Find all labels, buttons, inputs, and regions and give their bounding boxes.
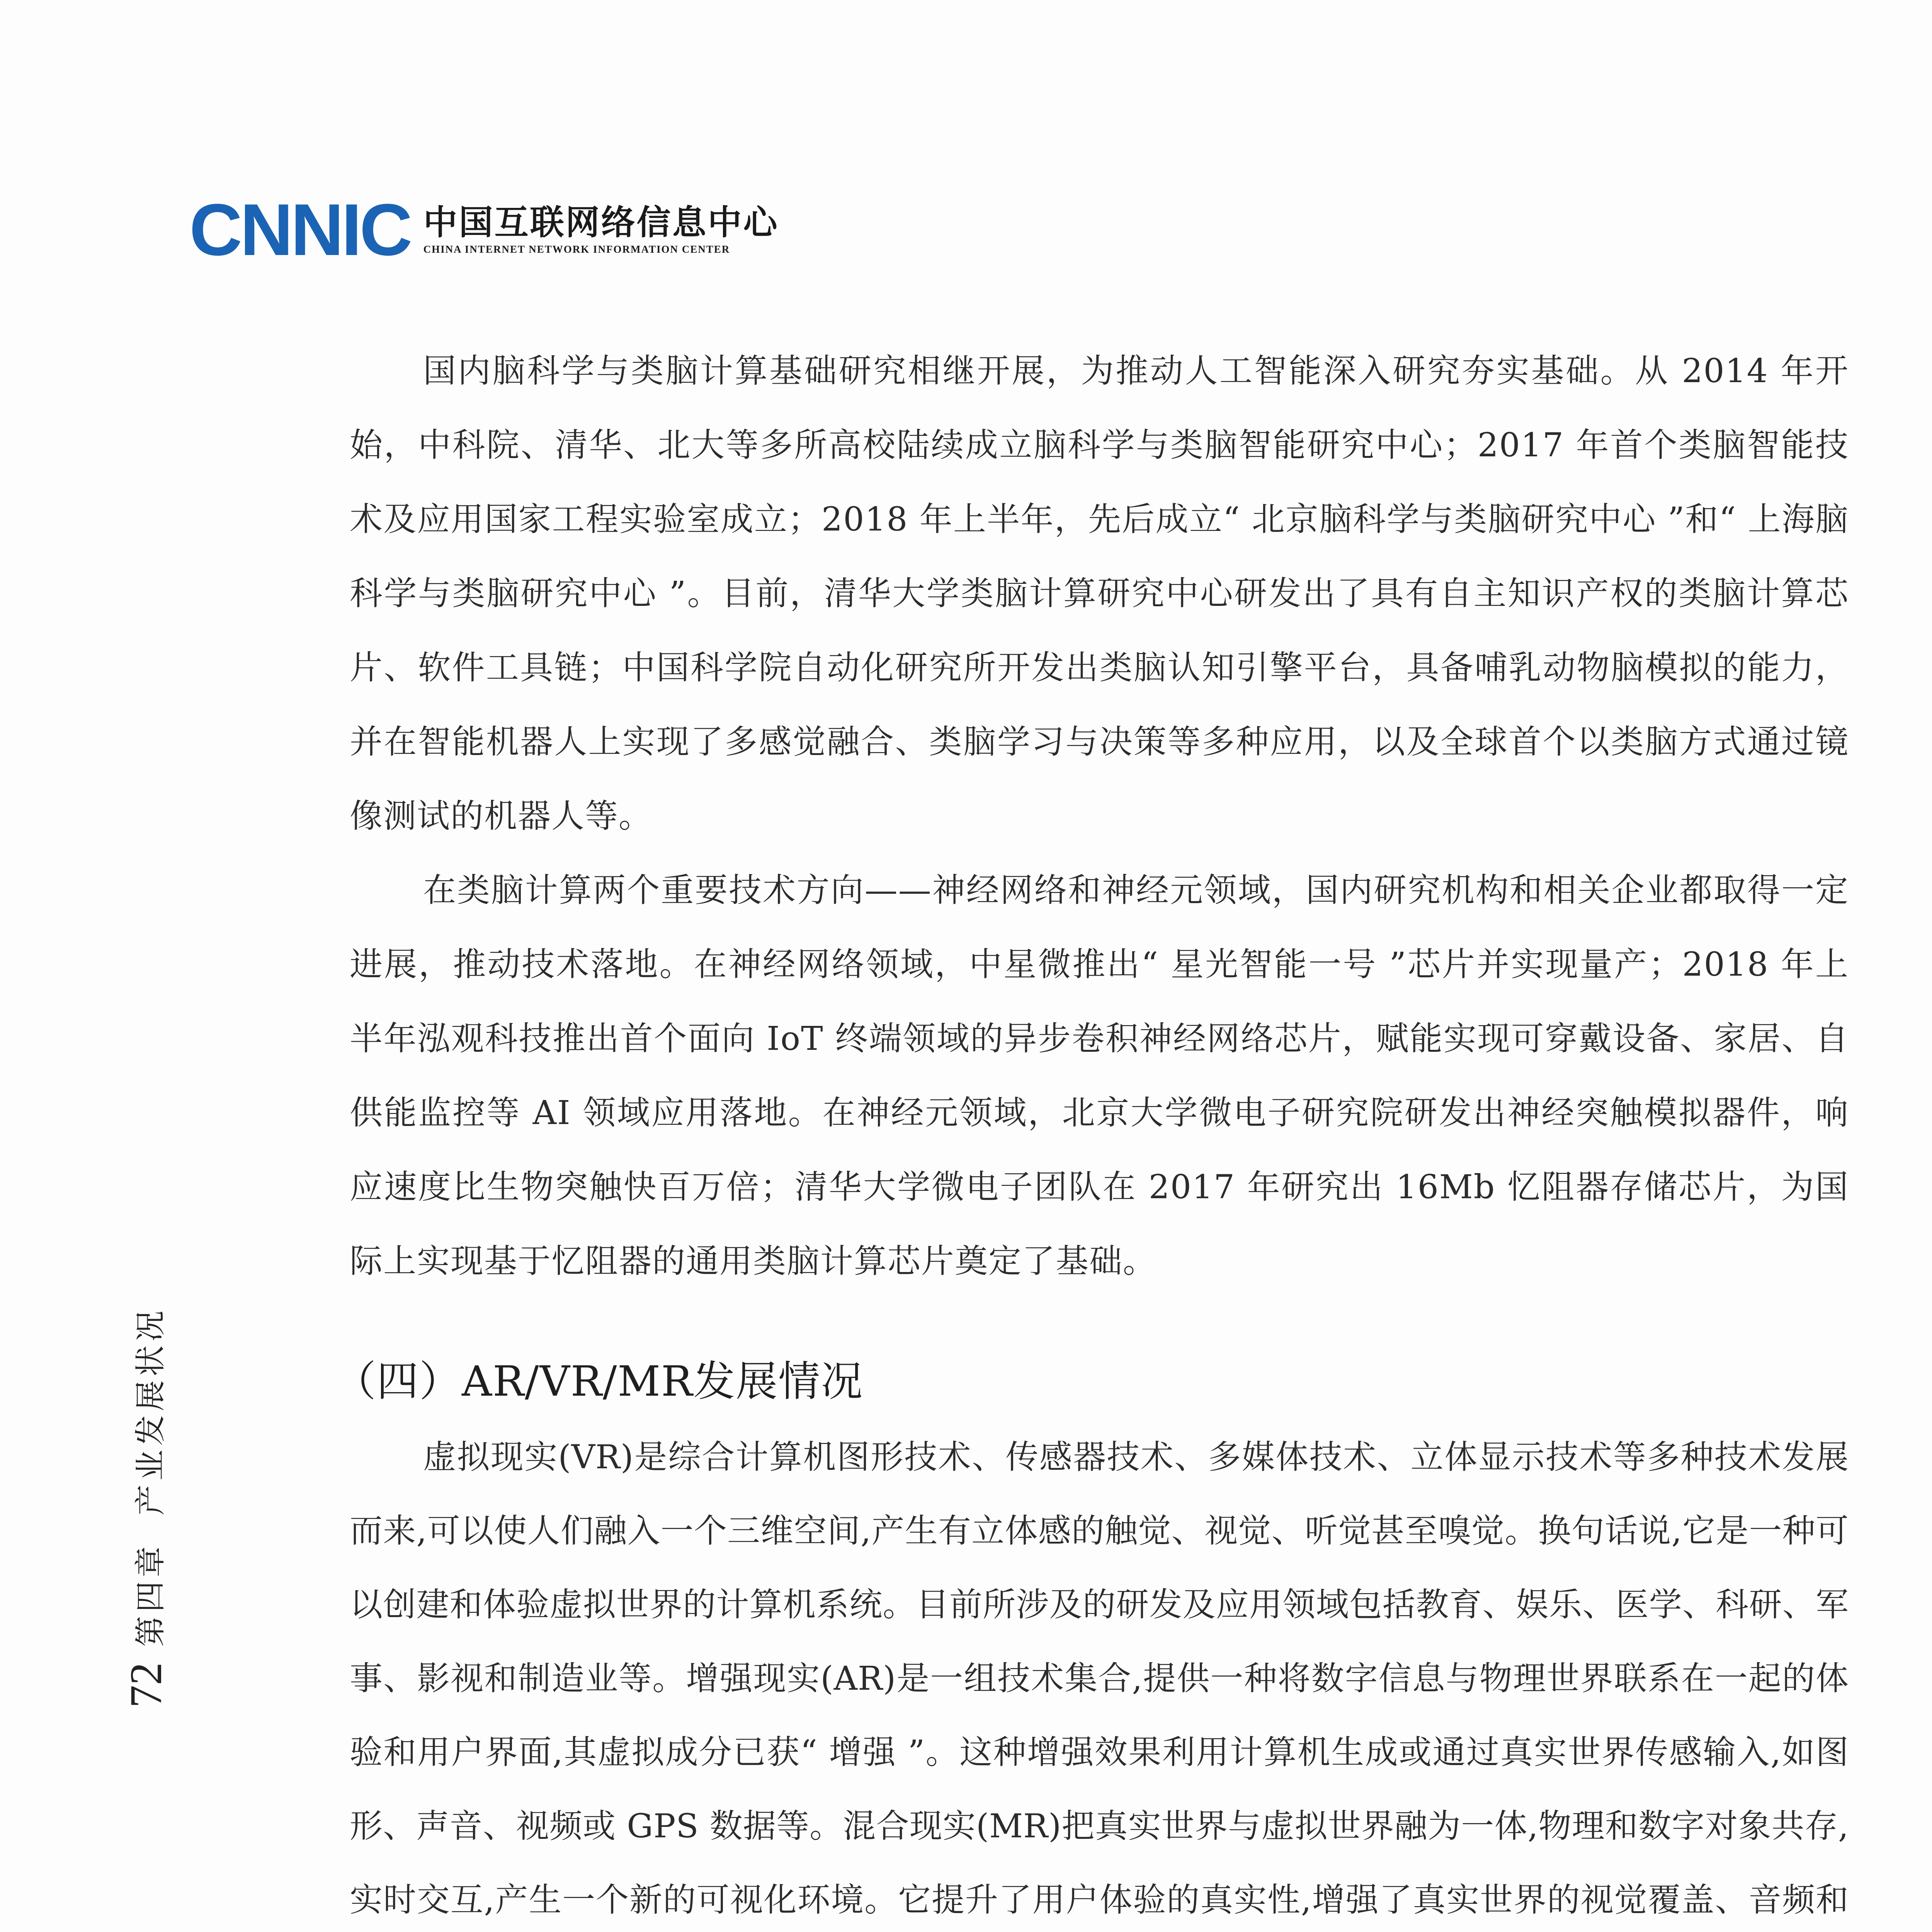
cnnic-logo	[189, 189, 779, 271]
logo-text-block	[423, 204, 779, 255]
logo-english-name: CHINA INTERNET NETWORK INFORMATION CENTER	[423, 243, 730, 255]
paragraph-neuromorphic-directions: 在类脑计算两个重要技术方向——神经网络和神经元领域，国内研究机构和相关企业都取得一定进展，推动技术落地。在神经网络领域，中星微推出“ 星光智能一号 ”芯片并实现量产；2018 年上半年泓观科技推出首个面向 IoT 终端领域的异步卷积神经网络芯片，赋能实现可穿戴设备、家居、自供能监控等 AI 领域应用落地。在神经元领域，北京大学微电子研究院研发出神经突触模拟器件，响应速度比生物突触快百万倍；清华大学微电子团队在 2017 年研究出 16Mb 忆阻器存储芯片，为国际上实现基于忆阻器的通用类脑计算芯片奠定了基础。	[350, 871, 1849, 1281]
paragraph-ar-vr-mr: 虚拟现实(VR)是综合计算机图形技术、传感器技术、多媒体技术、立体显示技术等多种技术发展而来,可以使人们融入一个三维空间,产生有立体感的触觉、视觉、听觉甚至嗅觉。换句话说,它是一种可以创建和体验虚拟世界的计算机系统。目前所涉及的研发及应用领域包括教育、娱乐、医学、科研、军事、影视和制造业等。增强现实(AR)是一组技术集合,提供一种将数字信息与物理世界联系在一起的体验和用户界面,其虚拟成分已获“ 增强 ”。这种增强效果利用计算机生成或通过真实世界传感输入,如图形、声音、视频或 GPS 数据等。混合现实(MR)把真实世界与虚拟世界融为一体,物理和数字对象共存,实时交互,产生一个新的可视化环境。它提升了用户体验的真实性,增强了真实世界的视觉覆盖、音频和	[350, 1438, 1849, 1919]
logo-mark-text: CNNIC	[189, 189, 410, 271]
logo-chinese-name: 中国互联网络信息中心	[423, 202, 779, 243]
side-label-rotated	[120, 1307, 172, 1708]
chapter-label: 第四章	[133, 1543, 168, 1647]
page-number: 72	[121, 1662, 171, 1708]
section-heading-ar-vr-mr: （四）AR/VR/MR发展情况	[334, 1357, 864, 1406]
section-label: 产业发展状况	[133, 1307, 168, 1515]
logo-mark	[189, 189, 410, 271]
side-running-label	[104, 1271, 170, 1735]
main-content	[334, 334, 1849, 1932]
paragraph-brain-research: 国内脑科学与类脑计算基础研究相继开展，为推动人工智能深入研究夯实基础。从 2014 年开始，中科院、清华、北大等多所高校陆续成立脑科学与类脑智能研究中心；2017 年首个类脑智能技术及应用国家工程实验室成立；2018 年上半年，先后成立“ 北京脑科学与类脑研究中心 ”和“ 上海脑科学与类脑研究中心 ”。目前，清华大学类脑计算研究中心研发出了具有自主知识产权的类脑计算芯片、软件工具链；中国科学院自动化研究所开发出类脑认知引擎平台，具备哺乳动物脑模拟的能力，并在智能机器人上实现了多感觉融合、类脑学习与决策等多种应用，以及全球首个以类脑方式通过镜像测试的机器人等。	[350, 352, 1849, 835]
